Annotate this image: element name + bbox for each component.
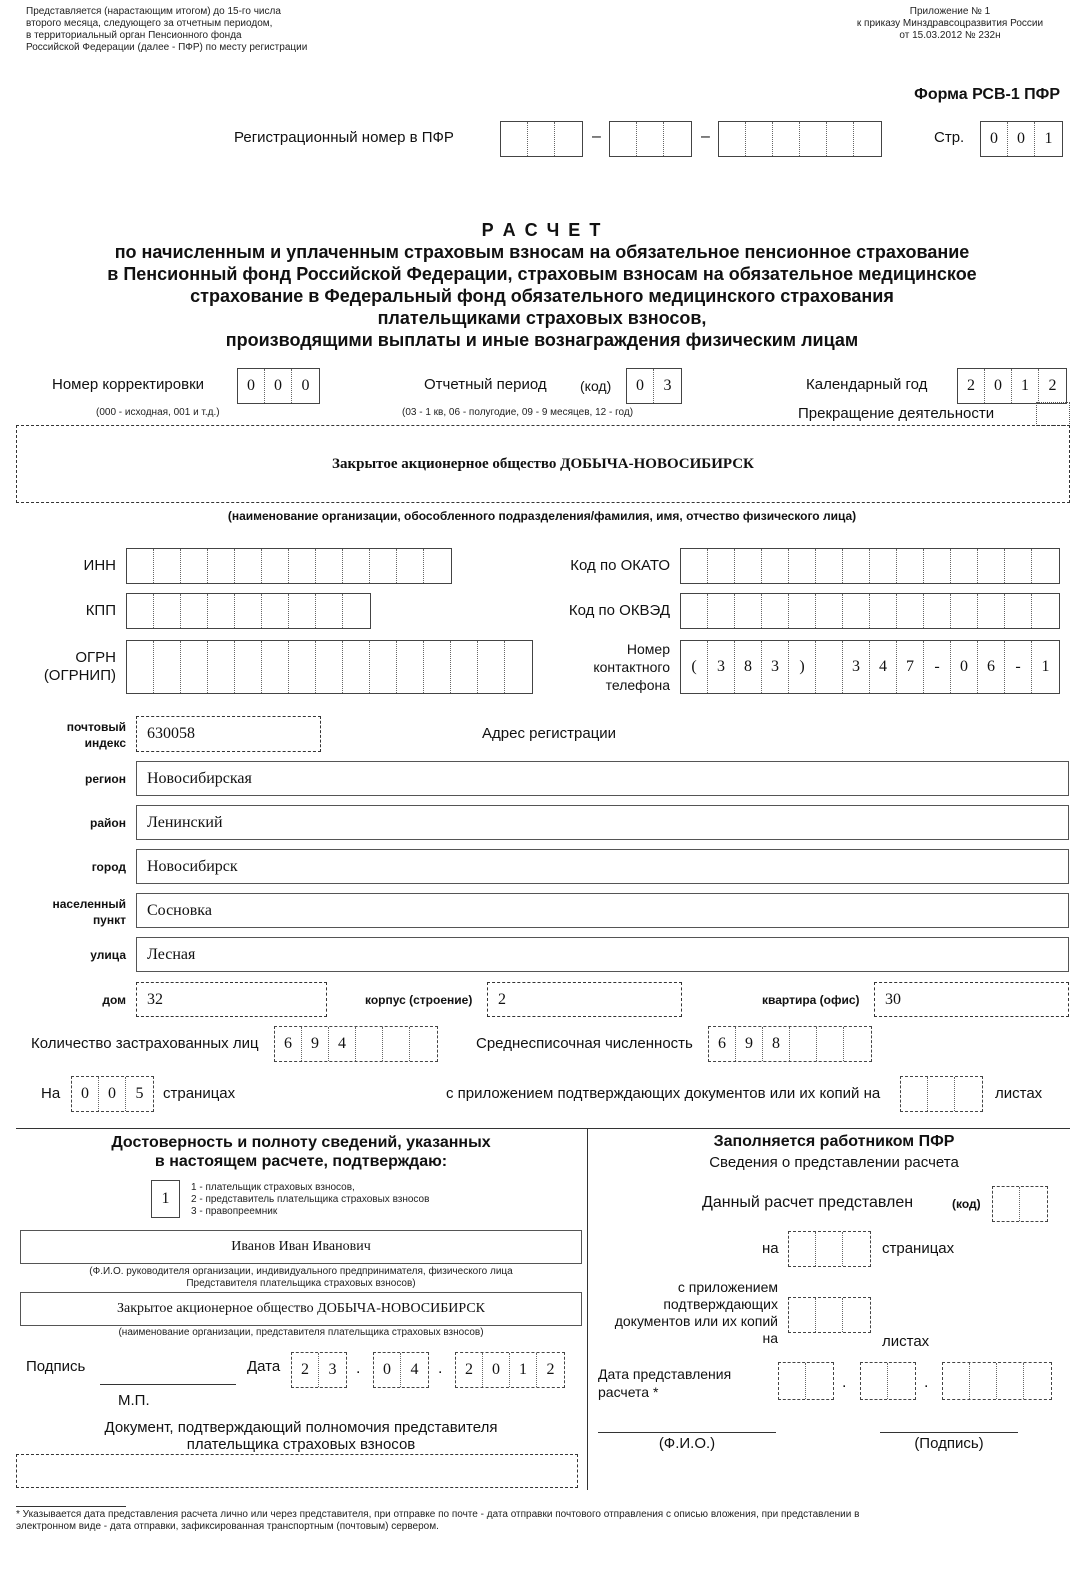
kpp-field[interactable]: [126, 593, 371, 629]
column-divider: [587, 1128, 588, 1490]
avg-digit: 6: [709, 1027, 736, 1061]
year-digit: 1: [1012, 369, 1039, 403]
pfr-fio-line[interactable]: [598, 1432, 776, 1433]
insured-digit: [383, 1027, 410, 1061]
calendar-year: [957, 368, 1067, 404]
page-digit: 1: [1044, 130, 1053, 147]
signer-name[interactable]: Иванов Иван Иванович: [20, 1230, 582, 1264]
insured-count[interactable]: [274, 1026, 438, 1062]
period-code: [626, 368, 682, 404]
building-field[interactable]: 2: [487, 982, 682, 1017]
document-title: по начисленным и уплаченным страховым взносам на обязательное пенсионное страхование в Пенсионный фонд Российской Федерации, страховым взносам на обязательное медицинское страхование в Федеральный фонд обязательного медицинского страхования плательщиками страховых взносов, производящими выплаты и иные вознаграждения физическим лицам: [107, 242, 977, 350]
signer-code-digit: 1: [161, 1190, 170, 1207]
street-field[interactable]: Лесная: [136, 937, 1069, 972]
pfr-pages-field[interactable]: [788, 1231, 871, 1267]
pfr-attach-field[interactable]: [788, 1297, 871, 1333]
insured-count-label: Количество застрахованных лиц: [31, 1035, 259, 1052]
phone-char: 6: [978, 641, 1005, 693]
pfr-sheets-label: листах: [882, 1333, 930, 1350]
pages-digit: 0: [72, 1077, 99, 1111]
period-label: Отчетный период: [424, 376, 547, 393]
date-digit: 0: [483, 1353, 510, 1387]
avg-digit: 9: [736, 1027, 763, 1061]
phone-char: 8: [735, 641, 762, 693]
city-field[interactable]: Новосибирск: [136, 849, 1069, 884]
form-name: Форма РСВ-1 ПФР: [914, 86, 1060, 103]
signer-name-caption: (Ф.И.О. руководителя организации, индивидуального предпринимателя, физического лица Представителя плательщика страховых взносов): [89, 1266, 513, 1289]
date-digit: 1: [510, 1353, 537, 1387]
period-digit: 3: [663, 377, 672, 394]
kpp-label: КПП: [85, 602, 116, 619]
house-field[interactable]: 32: [136, 982, 327, 1017]
pfr-code-label: (код): [952, 1197, 981, 1211]
date-month[interactable]: [373, 1352, 429, 1388]
phone-char: [816, 641, 843, 693]
okato-field[interactable]: [680, 548, 1060, 584]
pfr-fio-caption: (Ф.И.О.): [658, 1435, 716, 1452]
signer-code[interactable]: [151, 1180, 180, 1218]
house-label: дом: [102, 993, 126, 1007]
insured-digit: 4: [329, 1027, 356, 1061]
phone-char: 3: [762, 641, 789, 693]
phone-char: 3: [708, 641, 735, 693]
postal-index-label: почтовый индекс: [66, 720, 126, 750]
page-digit: 0: [1008, 122, 1035, 156]
inn-label: ИНН: [83, 557, 116, 574]
okved-field[interactable]: [680, 593, 1060, 629]
dash: –: [592, 128, 601, 145]
period-code-label: (код): [580, 378, 612, 394]
district-label: район: [90, 816, 126, 830]
dash: –: [701, 128, 710, 145]
pages-digit: 0: [99, 1077, 126, 1111]
district-field[interactable]: Ленинский: [136, 805, 1069, 840]
date-digit: 0: [374, 1353, 401, 1387]
correction-digit: 0: [301, 377, 310, 394]
year-digit: 2: [1048, 377, 1057, 394]
attach-label: с приложением подтверждающих документов или их копий на: [446, 1085, 881, 1102]
insured-digit: [356, 1027, 383, 1061]
organization-name[interactable]: Закрытое акционерное общество ДОБЫЧА-НОВОСИБИРСК: [16, 425, 1070, 503]
signature-label: Подпись: [26, 1358, 86, 1375]
date-digit: 2: [292, 1353, 319, 1387]
phone-label: Номер контактного телефона: [593, 641, 670, 693]
pfr-subtitle: Сведения о представлении расчета: [709, 1154, 959, 1171]
correction-digit: 0: [265, 369, 292, 403]
avg-digit: [844, 1027, 871, 1061]
pfr-sign-line[interactable]: [880, 1432, 1018, 1433]
phone-char: 4: [870, 641, 897, 693]
page-number: [980, 121, 1063, 157]
period-hint: (03 - 1 кв, 06 - полугодие, 09 - 9 месяцев, 12 - год): [402, 407, 634, 418]
stamp-label: М.П.: [118, 1392, 150, 1409]
locality-field[interactable]: Сосновка: [136, 893, 1069, 928]
signer-org-caption: (наименование организации, представителя плательщика страховых взносов): [118, 1327, 484, 1338]
pfr-attach-label: с приложением подтверждающих документов или их копий на: [614, 1279, 778, 1346]
okato-label: Код по ОКАТО: [570, 557, 670, 574]
pages-on-label: На: [41, 1085, 61, 1102]
ogrn-label: ОГРН (ОГРНИП): [43, 649, 116, 684]
insured-digit: 9: [302, 1027, 329, 1061]
pfr-date-day[interactable]: [778, 1362, 834, 1400]
pfr-date-year[interactable]: [942, 1362, 1052, 1400]
region-field[interactable]: Новосибирская: [136, 761, 1069, 796]
date-dot: .: [438, 1360, 443, 1377]
pages-count[interactable]: [71, 1076, 154, 1112]
date-dot: .: [924, 1374, 929, 1391]
year-label: Календарный год: [806, 376, 928, 393]
authority-doc-label: Документ, подтверждающий полномочия представителя плательщика страховых взносов: [104, 1419, 498, 1453]
pages-digit: 5: [135, 1085, 144, 1102]
page-label: Стр.: [934, 129, 965, 146]
pfr-pages-label: страницах: [882, 1240, 955, 1257]
signature-line[interactable]: [100, 1384, 236, 1385]
appendix-note: Приложение № 1 к приказу Минздравсоцразвития России от 15.03.2012 № 232н: [856, 6, 1044, 41]
correction-number: [237, 368, 320, 404]
footnote-rule: [16, 1506, 126, 1507]
termination-box[interactable]: [1036, 402, 1070, 426]
phone-char: ): [789, 641, 816, 693]
date-label: Дата: [247, 1358, 281, 1375]
ogrn-field[interactable]: [126, 640, 533, 694]
pfr-date-month[interactable]: [860, 1362, 916, 1400]
reg-number-part3[interactable]: [718, 121, 882, 157]
avg-digit: [790, 1027, 817, 1061]
reg-number-label: Регистрационный номер в ПФР: [234, 129, 454, 146]
apartment-field[interactable]: 30: [874, 982, 1069, 1017]
signer-code-hint: 1 - плательщик страховых взносов, 2 - представитель плательщика страховых взносов 3 - правопреемник: [191, 1182, 430, 1217]
date-digit: 2: [456, 1353, 483, 1387]
apartment-label: квартира (офис): [762, 993, 860, 1007]
locality-label: населенный пункт: [52, 897, 126, 927]
avg-count-label: Среднесписочная численность: [476, 1035, 693, 1052]
pfr-code-field[interactable]: [992, 1186, 1048, 1222]
correction-label: Номер корректировки: [52, 376, 205, 393]
pfr-date-label: Дата представления расчета *: [598, 1366, 732, 1400]
sheets-label: листах: [995, 1085, 1043, 1102]
phone-char: 1: [1041, 658, 1050, 675]
reg-number-part2[interactable]: [609, 121, 692, 157]
date-dot: .: [356, 1360, 361, 1377]
date-day[interactable]: [291, 1352, 347, 1388]
pfr-submitted-label: Данный расчет представлен: [702, 1194, 914, 1211]
address-title: Адрес регистрации: [482, 725, 617, 742]
reg-number-part1[interactable]: [500, 121, 583, 157]
termination-label: Прекращение деятельности: [798, 405, 995, 422]
street-label: улица: [90, 948, 126, 962]
phone-char: (: [681, 641, 708, 693]
avg-digit: [817, 1027, 844, 1061]
date-year[interactable]: [455, 1352, 565, 1388]
insured-digit: [410, 1027, 437, 1061]
pfr-title: Заполняется работником ПФР: [713, 1133, 955, 1150]
phone-char: -: [1005, 641, 1032, 693]
avg-digit: 8: [763, 1027, 790, 1061]
confirm-title: Достоверность и полноту сведений, указанных в настоящем расчете, подтверждаю:: [111, 1134, 491, 1170]
authority-doc-field[interactable]: [16, 1454, 578, 1488]
date-digit: 4: [410, 1361, 419, 1378]
correction-digit: 0: [238, 369, 265, 403]
okved-label: Код по ОКВЭД: [568, 602, 670, 619]
date-digit: 3: [328, 1361, 337, 1378]
phone-char: 7: [897, 641, 924, 693]
footnote: * Указывается дата представления расчета лично или через представителя, при отправке по почте - дата отправки почтового отправления с описью вложения, при представлении в электронном виде - дата отправки, зафиксированная транспортным (почтовым) сервером.: [16, 1509, 860, 1532]
submission-note: Представляется (нарастающим итогом) до 15-го числа второго месяца, следующего за отчетным периодом, в территориальный орган Пенсионного фонда Российской Федерации (далее - ПФР) по месту регистрации: [26, 6, 308, 53]
pages-label: страницах: [163, 1085, 236, 1102]
period-digit: 0: [627, 369, 654, 403]
year-digit: 2: [958, 369, 985, 403]
phone-char: 0: [951, 641, 978, 693]
building-label: корпус (строение): [365, 993, 473, 1007]
year-digit: 0: [985, 369, 1012, 403]
avg-count[interactable]: [708, 1026, 872, 1062]
phone-char: -: [924, 641, 951, 693]
document-title-word: Р А С Ч Е Т: [481, 220, 603, 240]
correction-hint: (000 - исходная, 001 и т.д.): [96, 407, 220, 418]
city-label: город: [91, 860, 126, 874]
insured-digit: 6: [275, 1027, 302, 1061]
region-label: регион: [85, 772, 126, 786]
signer-org[interactable]: Закрытое акционерное общество ДОБЫЧА-НОВОСИБИРСК: [20, 1292, 582, 1326]
date-dot: .: [842, 1374, 847, 1391]
organization-caption: (наименование организации, обособленного подразделения/фамилия, имя, отчество физического лица): [227, 509, 857, 523]
pfr-on-label: на: [762, 1240, 779, 1257]
phone-field[interactable]: [680, 640, 1060, 694]
pfr-sign-caption: (Подпись): [914, 1435, 984, 1452]
phone-char: 3: [843, 641, 870, 693]
attach-sheets[interactable]: [900, 1076, 983, 1112]
section-divider: [16, 1128, 1070, 1129]
date-digit: 2: [546, 1361, 555, 1378]
page-digit: 0: [981, 122, 1008, 156]
inn-field[interactable]: [126, 548, 452, 584]
postal-index-field[interactable]: 630058: [136, 716, 321, 752]
